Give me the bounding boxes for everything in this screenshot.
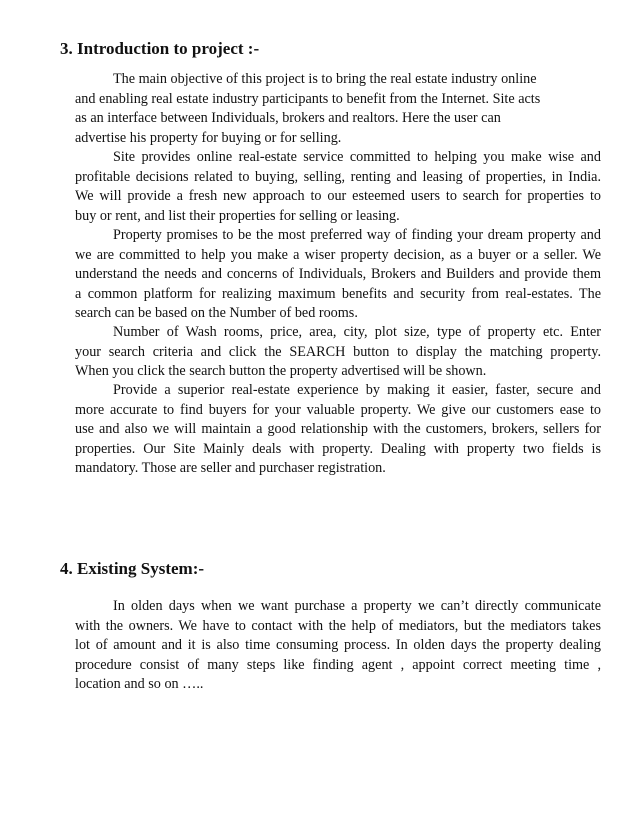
- paragraph-service: [75, 148, 601, 226]
- section-heading-introduction: 3. Introduction to project :-: [60, 39, 260, 58]
- text-line: We will provide a fresh new approach to our esteemed users to search for properties to: [75, 188, 601, 204]
- text-line: In olden days when we want purchase a property we can’t directly communicate: [113, 598, 601, 614]
- text-line: search can be based on the Number of bed rooms.: [75, 305, 358, 321]
- paragraph-existing-system: [75, 597, 601, 695]
- text-line: mandatory. Those are seller and purchaser registration.: [75, 460, 386, 476]
- text-line: more accurate to find buyers for your valuable property. We give our customers ease to: [75, 401, 601, 418]
- paragraph-search: [75, 323, 601, 382]
- text-line: Provide a superior real-estate experience by making it easier, faster, secure and: [113, 382, 601, 398]
- text-line: Number of Wash rooms, price, area, city, plot size, type of property etc. Enter: [113, 324, 601, 340]
- text-line: we are committed to help you make a wiser property decision, as a buyer or a seller. We: [75, 246, 601, 263]
- text-line: Property promises to be the most preferred way of finding your dream property and: [113, 227, 601, 243]
- text-line: The main objective of this project is to bring the real estate industry online: [113, 71, 537, 87]
- section-heading-existing-system: 4. Existing System:-: [60, 559, 205, 578]
- text-line: with the owners. We have to contact with the help of mediators, but the mediators takes: [75, 617, 601, 634]
- text-line: profitable decisions related to buying, selling, renting and leasing of properties, in India.: [75, 168, 601, 185]
- paragraph-promise: [75, 226, 601, 324]
- text-line: advertise his property for buying or for selling.: [75, 129, 342, 146]
- text-line: buy or rent, and list their properties for selling or leasing.: [75, 207, 400, 224]
- text-line: properties. Our Site Mainly deals with property. Dealing with property two fields is: [75, 440, 601, 457]
- text-line: location and so on …..: [75, 676, 204, 692]
- paragraph-experience: [75, 381, 601, 479]
- text-line: and enabling real estate industry participants to benefit from the Internet. Site acts: [75, 90, 541, 107]
- text-line: your search criteria and click the SEARCH button to display the matching property.: [75, 343, 601, 360]
- text-line: procedure consist of many steps like finding agent , appoint correct meeting time ,: [75, 656, 601, 673]
- text-line: understand the needs and concerns of Individuals, Brokers and Builders and provide them: [75, 266, 601, 282]
- text-line: lot of amount and it is also time consuming process. In olden days the property dealing: [75, 637, 601, 653]
- text-line: Site provides online real-estate service committed to helping you make wise and: [113, 149, 601, 165]
- paragraph-objective: [75, 70, 601, 148]
- text-line: as an interface between Individuals, brokers and realtors. Here the user can: [75, 110, 501, 126]
- text-line: a common platform for realizing maximum benefits and security from real-estates. The: [75, 285, 601, 302]
- text-line: use and also we will maintain a good relationship with the customers, brokers, sellers for: [75, 421, 601, 437]
- text-line: When you click the search button the property advertised will be shown.: [75, 363, 487, 379]
